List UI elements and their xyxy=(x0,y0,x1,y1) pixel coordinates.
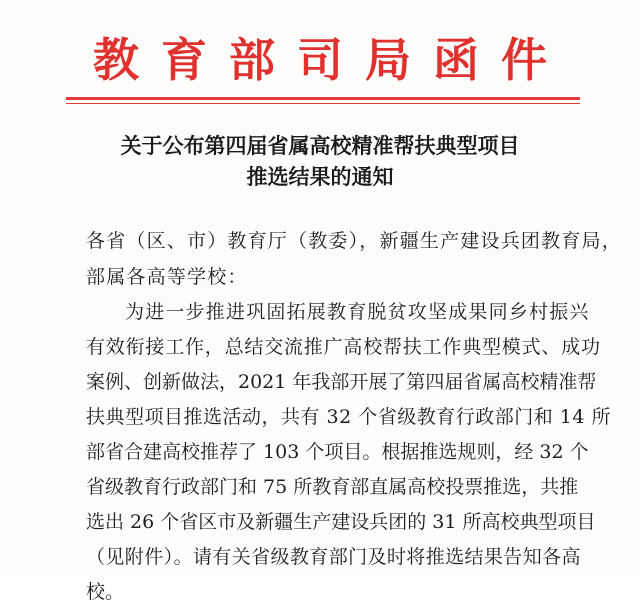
addressee-line-1: 各省（区、市）教育厅（教委），新疆生产建设兵团教育局， xyxy=(86,230,622,252)
body-text-line: （见附件）。请有关省级教育部门及时将推选结果告知各高 xyxy=(86,546,581,568)
body-text-line: 校。 xyxy=(86,581,125,603)
body-text-line: 有效衔接工作，总结交流推广高校帮扶工作典型模式、成功 xyxy=(86,336,601,358)
body-text-line: 为进一步推进巩固拓展教育脱贫攻坚成果同乡村振兴 xyxy=(125,301,590,323)
addressee-line-2: 部属各高等学校： xyxy=(86,266,248,288)
notice-title-line-1: 关于公布第四届省属高校精准帮扶典型项目 xyxy=(120,133,520,158)
body-text-line: 部省合建高校推荐了 103 个项目。根据推选规则，经 32 个 xyxy=(86,441,589,463)
letterhead-rule-thin xyxy=(66,103,580,104)
body-text-line: 省级教育行政部门和 75 所教育部直属高校投票推选，共推 xyxy=(86,476,579,498)
body-text-line: 选出 26 个省区市及新疆生产建设兵团的 31 所高校典型项目 xyxy=(86,511,596,533)
body-text-line: 案例、创新做法，2021 年我部开展了第四届省属高校精准帮 xyxy=(86,371,597,393)
letterhead-rule-thick xyxy=(66,97,580,100)
letterhead-title: 教育部司局函件 xyxy=(93,33,569,87)
body-text-line: 扶典型项目推选活动，共有 32 个省级教育行政部门和 14 所 xyxy=(86,406,612,428)
notice-title-line-2: 推选结果的通知 xyxy=(246,164,394,189)
